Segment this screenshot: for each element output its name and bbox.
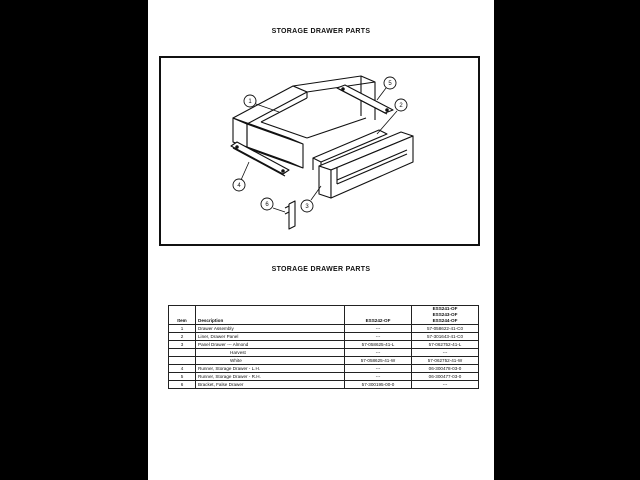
row-item: 1 <box>169 325 196 333</box>
table-title: STORAGE DRAWER PARTS <box>271 266 371 273</box>
row-model-b: --- <box>412 381 479 389</box>
row-model-b: 57-062752-41-L <box>412 341 479 349</box>
row-model-b: 57-062752-41-W <box>412 357 479 365</box>
row-model-a: 57-058625-41-W <box>345 357 412 365</box>
row-description: Bracket, False Drawer <box>196 381 345 389</box>
row-model-a: --- <box>345 349 412 357</box>
header-model-b-2: ESS243-OF <box>432 312 458 317</box>
table-row <box>169 349 479 357</box>
row-item: 5 <box>169 373 196 381</box>
header-item: Item <box>169 306 196 325</box>
callout-1-label: 1 <box>248 99 252 105</box>
callout-6-label: 6 <box>265 202 269 208</box>
storage-drawer-diagram <box>161 58 478 244</box>
row-model-a: 57-300195-00-0 <box>345 381 412 389</box>
header-model-a: ESS242-OF <box>345 306 412 325</box>
table-header-row <box>169 306 479 325</box>
callout-2-label: 2 <box>399 103 403 109</box>
table-row <box>169 365 479 373</box>
row-description: Runner, Storage Drawer - L.H. <box>196 365 345 373</box>
row-item: 4 <box>169 365 196 373</box>
row-item <box>169 349 196 357</box>
header-model-b-1: ESS241-OF <box>432 306 458 311</box>
page-title: STORAGE DRAWER PARTS <box>271 28 371 35</box>
header-description: Description <box>196 306 345 325</box>
row-description: White <box>196 357 345 365</box>
table-row <box>169 325 479 333</box>
row-model-a: 57-058625-41-L <box>345 341 412 349</box>
row-model-b: 06-300478-03-0 <box>412 365 479 373</box>
table-row <box>169 357 479 365</box>
callout-4-label: 4 <box>237 183 241 189</box>
callout-5-label: 5 <box>388 81 392 87</box>
row-item: 6 <box>169 381 196 389</box>
row-description: Harvest <box>196 349 345 357</box>
row-model-b: 06-300477-03-0 <box>412 373 479 381</box>
row-item <box>169 357 196 365</box>
table-row <box>169 333 479 341</box>
parts-table <box>168 305 479 389</box>
false-drawer-bracket <box>285 201 295 229</box>
table-row <box>169 381 479 389</box>
table-row <box>169 373 479 381</box>
parts-sheet <box>148 0 494 480</box>
row-description: Drawer Assembly <box>196 325 345 333</box>
row-item: 2 <box>169 333 196 341</box>
row-description: Liner, Drawer Panel <box>196 333 345 341</box>
row-description: Panel Drawer --- Almond <box>196 341 345 349</box>
row-model-b: 57-058622-41-C0 <box>412 325 479 333</box>
exploded-diagram-frame <box>159 56 480 246</box>
row-model-a: --- <box>345 365 412 373</box>
row-model-b: --- <box>412 349 479 357</box>
row-description: Runner, Storage Drawer - R.H. <box>196 373 345 381</box>
header-model-b <box>412 306 479 325</box>
header-model-b-3: ESS244-OF <box>432 318 458 323</box>
row-model-a: --- <box>345 373 412 381</box>
row-model-a: --- <box>345 325 412 333</box>
row-model-a: --- <box>345 333 412 341</box>
table-row <box>169 341 479 349</box>
row-model-b: 57-301643-41-C0 <box>412 333 479 341</box>
callout-3-label: 3 <box>305 204 309 210</box>
row-item: 3 <box>169 341 196 349</box>
